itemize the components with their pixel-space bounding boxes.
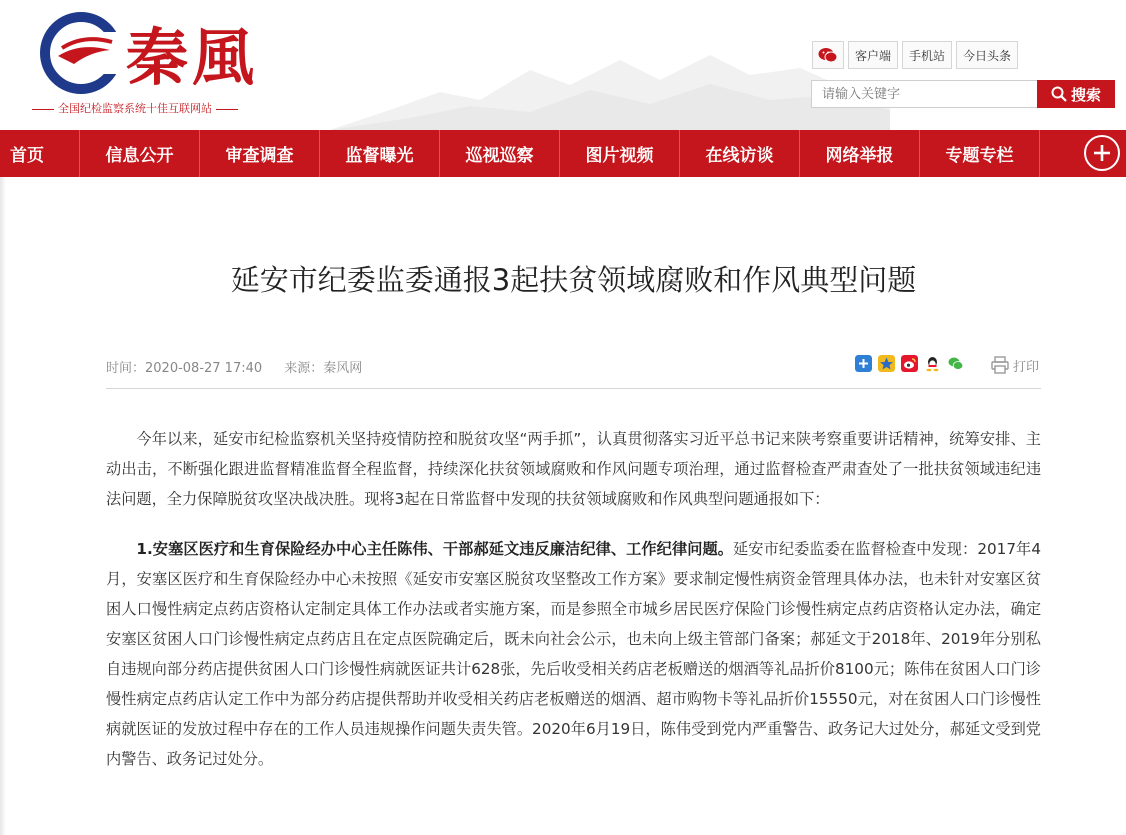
nav-item-online-interview[interactable]: 在线访谈 [680,130,800,177]
search-icon [1051,86,1067,102]
print-button[interactable] [990,355,1039,375]
logo-emblem-icon [40,12,122,94]
case-heading: 1.安塞区医疗和生育保险经办中心主任陈伟、干部郝延文违反廉洁纪律、工作纪律问题。 [136,540,734,558]
nav-item-info-public[interactable]: 信息公开 [80,130,200,177]
wechat-icon [818,47,838,63]
nav-item-supervision-exposure[interactable]: 监督曝光 [320,130,440,177]
wechat-link[interactable] [812,41,844,69]
wechat-share-icon[interactable] [947,355,964,372]
weibo-icon[interactable] [901,355,918,372]
qzone-icon[interactable] [878,355,895,372]
share-more-icon[interactable] [855,355,872,372]
toutiao-link[interactable]: 今日头条 [956,41,1018,69]
article-time: 时间：2020-08-27 17:40 [106,361,263,376]
article-paragraph [106,534,1041,774]
client-app-link[interactable]: 客户端 [848,41,898,69]
print-label: 打印 [1013,359,1040,375]
site-slogan [28,100,242,116]
search-button[interactable] [1037,80,1115,108]
slogan-text: 全国纪检监察系统十佳互联网站 [58,102,212,115]
share-toolbar [855,355,964,372]
nav-item-inspection[interactable]: 巡视巡察 [440,130,560,177]
printer-icon [990,355,1010,375]
meta-divider [106,388,1041,389]
top-links [812,41,1018,69]
nav-item-online-report[interactable]: 网络举报 [800,130,920,177]
search-button-label: 搜索 [1070,86,1101,104]
paragraph-text: 延安市纪委监委在监督检查中发现：2017年4月，安塞区医疗和生育保险经办中心未按照《延安市安塞区脱贫攻坚整改工作方案》要求制定慢性病资金管理具体办法，也未针对安塞区贫困人口慢性病定点药店资格认定制定具体工作办法或者实施方案，而是参照全市城乡居民医疗保险门诊慢性病定点药店资格认定办法，确定安塞区贫困人口门诊慢性病定点药店且在定点医院确定后，既未向社会公示，也未向上级主管部门备案；郝延文于2018年、2019年分别私自违规向部分药店提供贫困人口门诊慢性病就医证共计628张，先后收受相关药店老板赠送的烟酒等礼品折价8100元；陈伟在贫困人口门诊慢性病定点药店认定工作中为部分药店提供帮助并收受相关药店老板赠送的烟酒、超市购物卡等礼品折价15550元，对在贫困人口门诊慢性病就医证的发放过程中存在的工作人员违规操作问题失责失管。2020年6月19日，陈伟受到党内严重警告、政务记大过处分，郝延文受到党内警告、政务记过处分。 [106,540,1041,768]
nav-item-home[interactable]: 首页 [0,130,80,177]
nav-item-special-topics[interactable]: 专题专栏 [920,130,1040,177]
logo-text: 秦風 [126,21,259,94]
search-input[interactable] [811,80,1037,108]
mountain-ink-background [330,40,890,130]
nav-more-button[interactable] [1084,135,1120,171]
nav-item-review-investigation[interactable]: 审查调查 [200,130,320,177]
qq-icon[interactable] [924,355,941,372]
article-paragraph [106,424,1041,514]
main-nav [0,130,1126,177]
site-header [0,0,1126,130]
plus-icon [1092,143,1112,163]
paragraph-text: 今年以来，延安市纪检监察机关坚持疫情防控和脱贫攻坚“两手抓”，认真贯彻落实习近平总书记来陕考察重要讲话精神，统筹安排、主动出击，不断强化跟进监督精准监督全程监督，持续深化扶贫领域腐败和作风问题专项治理，通过监督检查严肃查处了一批扶贫领域违纪违法问题，全力保障脱贫攻坚决战决胜。现将3起在日常监督中发现的扶贫领域腐败和作风典型问题通报如下： [106,430,1041,508]
article-body [106,424,1041,794]
article-title: 延安市纪委监委通报3起扶贫领域腐败和作风典型问题 [230,263,917,297]
article-meta [106,357,380,376]
site-logo[interactable] [40,12,310,92]
page-left-shadow [0,177,6,835]
nav-item-photo-video[interactable]: 图片视频 [560,130,680,177]
article-source: 来源：秦风网 [284,361,363,376]
search-bar [811,80,1115,108]
mobile-site-link[interactable]: 手机站 [902,41,952,69]
